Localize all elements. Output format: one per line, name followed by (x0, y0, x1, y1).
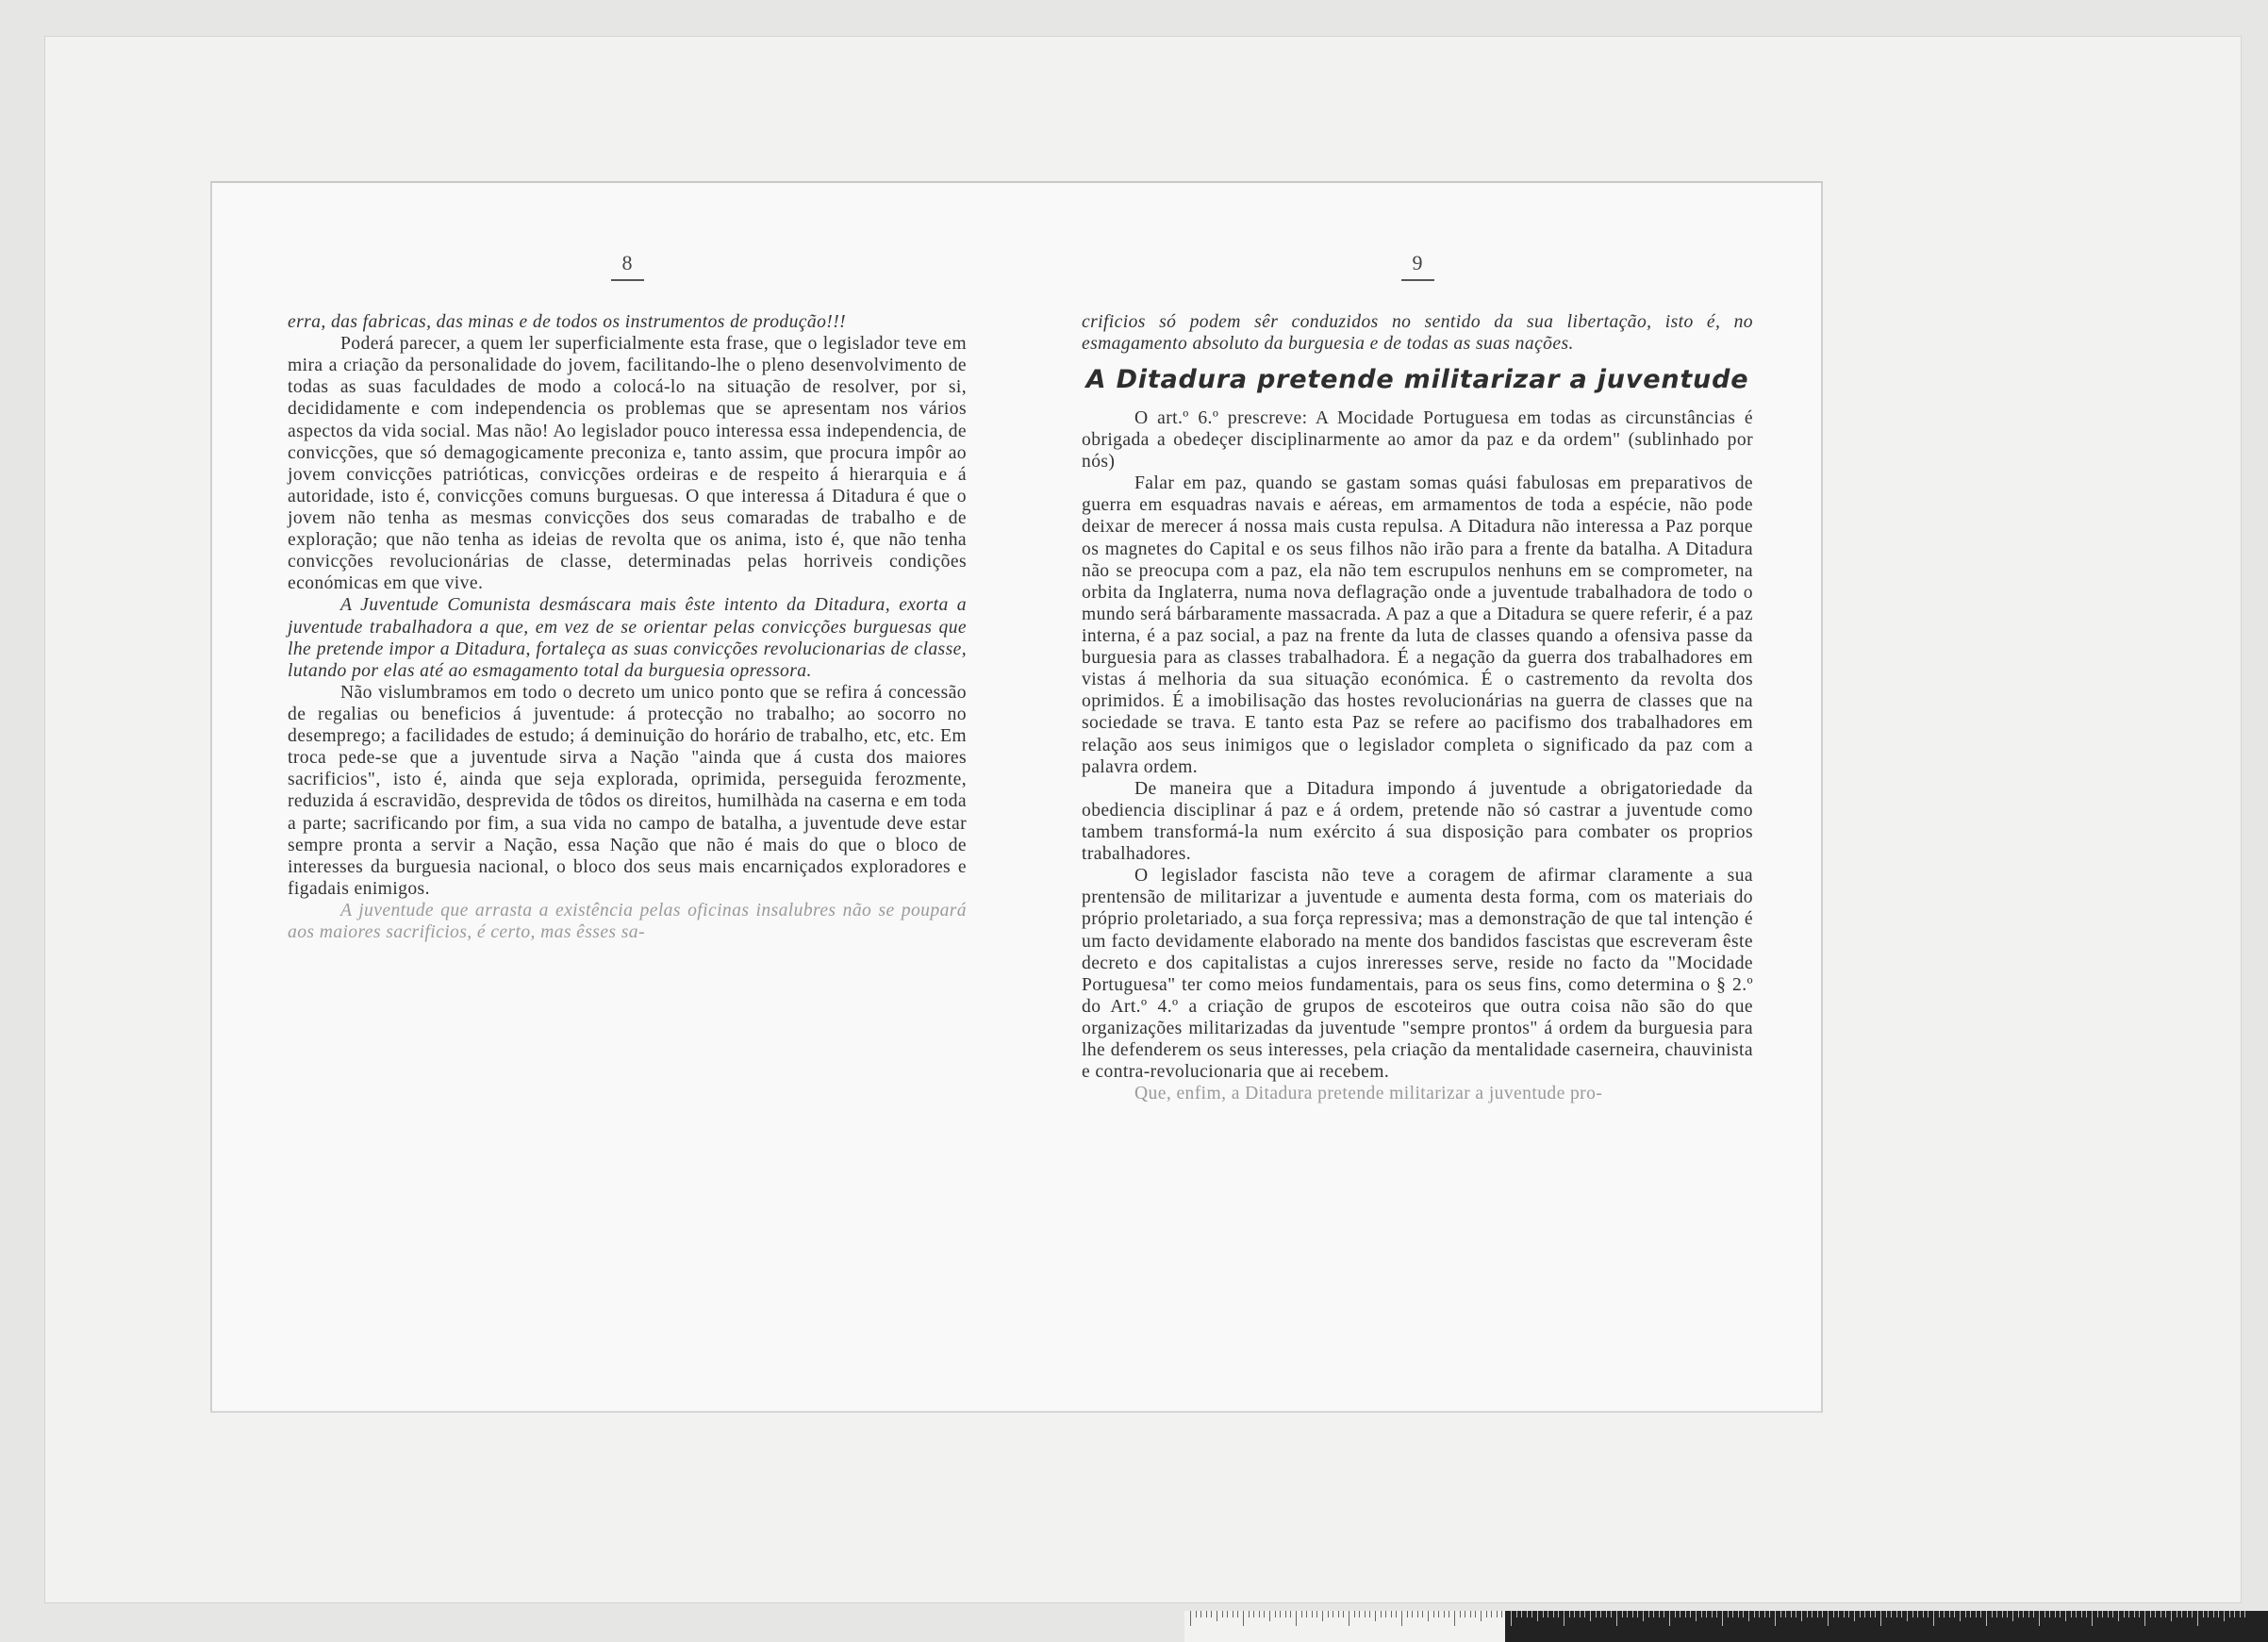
left-paragraph: Poderá parecer, a quem ler superficialmente esta frase, que o legislador teve em mira a criação da personalidade do jovem, facilitando-lhe o pleno desenvolvimento de todas as suas faculdades de modo a colocá-lo na situação de resolver, por si, decididamente e com independencia os problemas que se apresentam nos vários aspectos da vida social. Mas não! Ao legislador pouco interessa essa independencia, de convicções, que só demagogicamente preconiza e, tanto assim, que procura impôr ao jovem convicções patrióticas, convicções ordeiras e de respeito á hierarquia e á autoridade, isto é, convicções comuns burguesas. O que interessa á Ditadura é que o jovem não tenha as mesmas convicções dos seus comaradas de trabalho e de exploração; que não tenha as ideias de revolta que os anima, isto é, que não tenha convicções revolucionárias de classe, determinadas pelas horriveis condições económicas em que vive. (288, 334, 967, 594)
ruler-tick (1712, 1611, 1713, 1617)
ruler-tick (2213, 1611, 2214, 1617)
left-paragraph: erra, das fabricas, das minas e de todos os instrumentos de produção!!! (288, 312, 847, 332)
ruler-tick (1996, 1611, 1997, 1617)
ruler-tick (2139, 1611, 2140, 1617)
ruler-tick (2086, 1611, 2087, 1617)
section-heading: A Ditadura pretende militarizar a juventude (1085, 365, 1749, 395)
ruler-tick (1632, 1611, 1633, 1617)
ruler-tick (1501, 1611, 1502, 1617)
ruler-tick (2112, 1611, 2113, 1617)
ruler-tick (2134, 1611, 2135, 1617)
ruler-tick (1359, 1611, 1360, 1617)
ruler-tick (1880, 1611, 1881, 1626)
ruler-tick (1976, 1611, 1977, 1617)
ruler-tick (1481, 1611, 1482, 1621)
ruler-tick (1553, 1611, 1554, 1617)
ruler-tick (1584, 1611, 1585, 1617)
ruler-tick (2218, 1611, 2219, 1617)
ruler-tick (2007, 1611, 2008, 1617)
ruler-tick (1754, 1611, 1755, 1617)
ruler-tick (1290, 1611, 1291, 1617)
ruler-tick (1521, 1611, 1522, 1617)
ruler-tick (1970, 1611, 1971, 1617)
ruler-tick (1891, 1611, 1892, 1617)
ruler-tick (1870, 1611, 1871, 1617)
ruler-tick (1828, 1611, 1829, 1626)
page-number-right-label: 9 (1401, 251, 1434, 281)
ruler-tick (1428, 1611, 1429, 1621)
left-paragraph: A Juventude Comunista desmáscara mais êste intento da Ditadura, exorta a juventude trabalhadora a que, em vez de se orientar pelas convicções burguesas que lhe pretende impor a Ditadura, fortaleça as suas convicções revolucionarias de classe, lutando por elas até ao esmagamento total da burguesia opressora. (288, 595, 967, 681)
ruler-tick (2023, 1611, 2024, 1617)
ruler-tick (1627, 1611, 1628, 1617)
ruler-tick (2187, 1611, 2188, 1617)
ruler-tick (1696, 1611, 1697, 1621)
ruler-tick (2229, 1611, 2230, 1617)
right-intro: crificios só podem sêr conduzidos no sentido da sua libertação, isto é, no esmagamento absoluto da burguesia e de todas as suas nações. (1082, 312, 1753, 355)
ruler-tick (1706, 1611, 1707, 1617)
ruler-tick (1944, 1611, 1945, 1617)
ruler-tick (1527, 1611, 1528, 1617)
ruler-tick (1838, 1611, 1839, 1617)
ruler-tick (1227, 1611, 1228, 1617)
ruler-tick (2097, 1611, 2098, 1617)
ruler-tick (1844, 1611, 1845, 1617)
ruler-tick (1653, 1611, 1654, 1617)
ruler-tick (2060, 1611, 2061, 1617)
ruler-tick (1280, 1611, 1281, 1617)
ruler-tick (1438, 1611, 1439, 1617)
ruler-tick (1854, 1611, 1855, 1621)
ruler-tick (1659, 1611, 1660, 1617)
ruler-tick (1249, 1611, 1250, 1617)
ruler-tick (2081, 1611, 2082, 1617)
ruler-tick (2150, 1611, 2151, 1617)
ruler-tick (2076, 1611, 2077, 1617)
ruler-tick (1259, 1611, 1260, 1617)
ruler-tick (1537, 1611, 1538, 1621)
ruler-tick (1848, 1611, 1849, 1617)
ruler-tick (1606, 1611, 1607, 1617)
ruler-tick (1648, 1611, 1649, 1617)
ruler-tick (2033, 1611, 2034, 1617)
ruler-tick (2160, 1611, 2161, 1617)
ruler-tick (2128, 1611, 2129, 1617)
ruler-tick (2171, 1611, 2172, 1621)
ruler-tick (1939, 1611, 1940, 1617)
right-paragraph: Que, enfim, a Ditadura pretende militarizar a juventude pro- (1134, 1084, 1603, 1104)
ruler-tick (1574, 1611, 1575, 1617)
ruler-tick (1222, 1611, 1223, 1617)
ruler-tick (1643, 1611, 1644, 1621)
ruler-tick (1690, 1611, 1691, 1617)
ruler-tick (1316, 1611, 1317, 1617)
ruler-tick (1886, 1611, 1887, 1617)
ruler-tick (1531, 1611, 1532, 1617)
ruler-tick (2224, 1611, 2225, 1621)
ruler-tick (2165, 1611, 2166, 1617)
right-page-body (1082, 311, 1753, 1104)
ruler-tick (1907, 1611, 1908, 1621)
ruler-tick (1949, 1611, 1950, 1617)
ruler-tick (1338, 1611, 1339, 1617)
ruler-tick (2039, 1611, 2040, 1626)
archival-mount-board (44, 36, 2242, 1603)
right-paragraph: O art.º 6.º prescreve: A Mocidade Portuguesa em todas as circunstâncias é obrigada a obedeçer disciplinarmente ao amor da paz e da ordem" (sublinhado por nós) (1082, 407, 1753, 473)
page-number-right (1082, 251, 1753, 281)
ruler-tick (1296, 1611, 1297, 1626)
ruler-tick (2028, 1611, 2029, 1617)
ruler-tick (2055, 1611, 2056, 1617)
ruler-tick (1243, 1611, 1244, 1626)
ruler-tick (1417, 1611, 1418, 1617)
ruler-tick (1385, 1611, 1386, 1617)
left-paragraph: Não vislumbramos em todo o decreto um unico ponto que se refira á concessão de regalias ou beneficios á juventude: á protecção no trabalho; ao socorro no desemprego; a facilidades de estudo; á deminuição do horário de trabalho, etc, etc. Em troca pede-se que a juventude sirva a Nação "ainda que á custa dos maiores sacrificios", isto é, ainda que seja explorada, oprimida, perseguida ferozmente, reduzida á escravidão, desprevida de tôdos os direitos, humilhàda na caserna e em toda a parte; sacrificando por fim, a sua vida no campo de batalha, a juventude deve estar sempre pronta a servir a Nação, essa Nação que não é mais do que o bloco de interesses da burguesia nacional, o bloco dos seus mais encarniçados exploradores e figadais enimigos. (288, 682, 967, 899)
ruler-tick (1822, 1611, 1823, 1617)
ruler-tick (1365, 1611, 1366, 1617)
ruler-tick (1444, 1611, 1445, 1617)
ruler-tick (1748, 1611, 1749, 1621)
ruler-tick (1685, 1611, 1686, 1617)
ruler-tick (1807, 1611, 1808, 1617)
ruler-tick (1785, 1611, 1786, 1617)
ruler-tick (1285, 1611, 1286, 1617)
ruler-tick (1764, 1611, 1765, 1617)
ruler-tick (1801, 1611, 1802, 1621)
ruler-tick (2018, 1611, 2019, 1617)
ruler-tick (2244, 1611, 2245, 1617)
ruler-tick (1864, 1611, 1865, 1617)
ruler-tick (1716, 1611, 1717, 1617)
ruler-tick (1396, 1611, 1397, 1617)
ruler-tick (2197, 1611, 2198, 1626)
ruler-tick (2124, 1611, 2125, 1617)
ruler-tick (1923, 1611, 1924, 1617)
ruler-tick (1817, 1611, 1818, 1617)
right-paragraph: De maneira que a Ditadura impondo á juventude a obrigatoriedade da obediencia disciplinar á paz e á ordem, pretende não só castrar a juventude como tambem transformá-la num exército á sua disposição para combater os proprios trabalhadores. (1082, 778, 1753, 865)
ruler-tick (1301, 1611, 1302, 1617)
ruler-tick (1580, 1611, 1581, 1617)
ruler-tick (1590, 1611, 1591, 1621)
ruler-tick (1511, 1611, 1512, 1626)
ruler-tick (2049, 1611, 2050, 1617)
ruler-tick (1901, 1611, 1902, 1617)
right-page (1082, 240, 1753, 1104)
ruler-tick (2144, 1611, 2145, 1626)
ruler-tick (1516, 1611, 1517, 1617)
ruler-tick (2065, 1611, 2066, 1621)
ruler-tick (1433, 1611, 1434, 1617)
ruler-tick (1412, 1611, 1413, 1617)
ruler-tick (1611, 1611, 1612, 1617)
right-paragraph: Falar em paz, quando se gastam somas quási fabulosas em preparativos de guerra em esquadras navais e aéreas, em armamentos de toda a espécie, não pode deixar de merecer á nossa mais custa repulsa. A Ditadura não interessa a Paz porque os magnetes do Capital e os seus filhos não irão para a frente da batalha. A Ditadura não se preocupa com a paz, ela não tem escrupulos nenhuns em se comprometer, na orbita da Inglaterra, numa nova deflagração onde a juventude trabalhadora de todo o mundo será bárbaramente massacrada. A paz a que a Ditadura se quere referir, é a paz interna, é a paz social, a paz na frente da luta de classes quando a ofensiva passe da burguesia para as classes trabalhadora. É a negação da guerra dos trabalhadores em vistas á melhoria da sua situação económica. É o castremento da revolta dos oprimidos. É a imobilisação das hostes revolucionárias na guerra de classes que na sociedade se trava. E tanto esta Paz se refere ao pacifismo dos trabalhadores em relação aos seus inimigos que o legislador completa o significado da paz com a palavra ordem. (1082, 473, 1753, 777)
ruler-tick (1701, 1611, 1702, 1617)
ruler-tick (1860, 1611, 1861, 1617)
ruler-tick (1917, 1611, 1918, 1617)
ruler-tick (1791, 1611, 1792, 1617)
ruler-tick (1407, 1611, 1408, 1617)
ruler-tick (1992, 1611, 1993, 1617)
ruler-tick (2002, 1611, 2003, 1617)
ruler-tick (1460, 1611, 1461, 1617)
ruler-tick (1253, 1611, 1254, 1617)
page-number-left (288, 251, 967, 281)
ruler-tick (2092, 1611, 2093, 1626)
ruler-tick (1896, 1611, 1897, 1617)
ruler-tick (1569, 1611, 1570, 1617)
ruler-tick (1596, 1611, 1597, 1617)
ruler-tick (1497, 1611, 1498, 1617)
ruler-tick (1375, 1611, 1376, 1621)
ruler-tick (1986, 1611, 1987, 1626)
left-page-body (288, 311, 967, 943)
ruler-tick (1237, 1611, 1238, 1617)
page-number-left-label: 8 (611, 251, 644, 281)
ruler-tick (1328, 1611, 1329, 1617)
right-paragraph: O legislador fascista não teve a coragem de afirmar claramente a sua prentensão de militarizar a juventude e aumenta desta forma, com os materiais do próprio proletariado, a sua força repressiva; mas a demonstração de que tal intenção é um facto devidamente elaborado na mente dos bandidos fascistas que escreveram êste decreto e dos capitalistas a cujos inreresses serve, reside no facto da "Mocidade Portuguesa" ter como meios fundamentais, para os seus fins, como determina o § 2.º do Art.º 4.º a criação de grupos de escoteiros que outra coisa não são do que organizações militarizadas da juventude "sempre prontos" á ordem da burguesia para lhe defenderem os seus interesses, pela criação da mentalidade caserneira, chauvinista e contra-revolucionaria que ai recebem. (1082, 866, 1753, 1083)
ruler-tick (1369, 1611, 1370, 1617)
ruler-tick (1264, 1611, 1265, 1617)
ruler-tick (1206, 1611, 1207, 1617)
ruler-tick (1470, 1611, 1471, 1617)
ruler-tick (1196, 1611, 1197, 1617)
ruler-tick (1743, 1611, 1744, 1617)
ruler-tick (1732, 1611, 1733, 1617)
ruler-tick (1543, 1611, 1544, 1617)
ruler-tick (1933, 1611, 1934, 1626)
ruler-tick (2240, 1611, 2241, 1617)
ruler-tick (1600, 1611, 1601, 1617)
ruler-tick (1965, 1611, 1966, 1617)
ruler-tick (1275, 1611, 1276, 1617)
ruler-tick (1190, 1611, 1191, 1626)
document-sheet (210, 181, 1823, 1413)
ruler-tick (2108, 1611, 2109, 1617)
ruler-tick (1980, 1611, 1981, 1617)
measurement-ruler (1184, 1611, 2268, 1642)
ruler-tick (1780, 1611, 1781, 1617)
ruler-tick (1422, 1611, 1423, 1617)
ruler-tick (1738, 1611, 1739, 1617)
ruler-tick (1875, 1611, 1876, 1617)
ruler-tick (1759, 1611, 1760, 1617)
ruler-tick (1728, 1611, 1729, 1617)
left-paragraph: A juventude que arrasta a existência pelas oficinas insalubres não se poupará aos maiores sacrificios, é certo, mas êsses sa- (288, 900, 967, 943)
ruler-tick (1381, 1611, 1382, 1617)
ruler-tick (1960, 1611, 1961, 1621)
left-page (288, 240, 967, 943)
ruler-tick (2234, 1611, 2235, 1617)
ruler-tick (1306, 1611, 1307, 1617)
ruler-tick (2102, 1611, 2103, 1617)
ruler-tick (1200, 1611, 1201, 1617)
ruler-tick (1354, 1611, 1355, 1617)
ruler-tick (1928, 1611, 1929, 1617)
ruler-tick (2071, 1611, 2072, 1617)
ruler-tick (1343, 1611, 1344, 1617)
ruler-tick (1669, 1611, 1670, 1626)
ruler-tick (1454, 1611, 1455, 1626)
ruler-tick (1833, 1611, 1834, 1617)
ruler-tick (2118, 1611, 2119, 1621)
ruler-tick (1769, 1611, 1770, 1617)
ruler-tick (1475, 1611, 1476, 1617)
ruler-tick (2203, 1611, 2204, 1617)
ruler-tick (1391, 1611, 1392, 1617)
ruler-tick (2208, 1611, 2209, 1617)
ruler-tick (2181, 1611, 2182, 1617)
ruler-tick (1486, 1611, 1487, 1617)
ruler-tick (1312, 1611, 1313, 1617)
ruler-tick (1812, 1611, 1813, 1617)
ruler-tick (2155, 1611, 2156, 1617)
ruler-tick (1622, 1611, 1623, 1617)
ruler-tick (1322, 1611, 1323, 1621)
ruler-tick (1954, 1611, 1955, 1617)
ruler-tick (1211, 1611, 1212, 1617)
ruler-tick (1722, 1611, 1723, 1626)
ruler-tick (2012, 1611, 2013, 1621)
ruler-tick (1912, 1611, 1913, 1617)
ruler-tick (1491, 1611, 1492, 1617)
ruler-tick (1675, 1611, 1676, 1617)
ruler-tick (1775, 1611, 1776, 1626)
ruler-tick (2192, 1611, 2193, 1617)
ruler-tick (1269, 1611, 1270, 1621)
ruler-tick (1637, 1611, 1638, 1617)
ruler-tick (1401, 1611, 1402, 1626)
ruler-tick (1616, 1611, 1617, 1626)
ruler-tick (1558, 1611, 1559, 1617)
